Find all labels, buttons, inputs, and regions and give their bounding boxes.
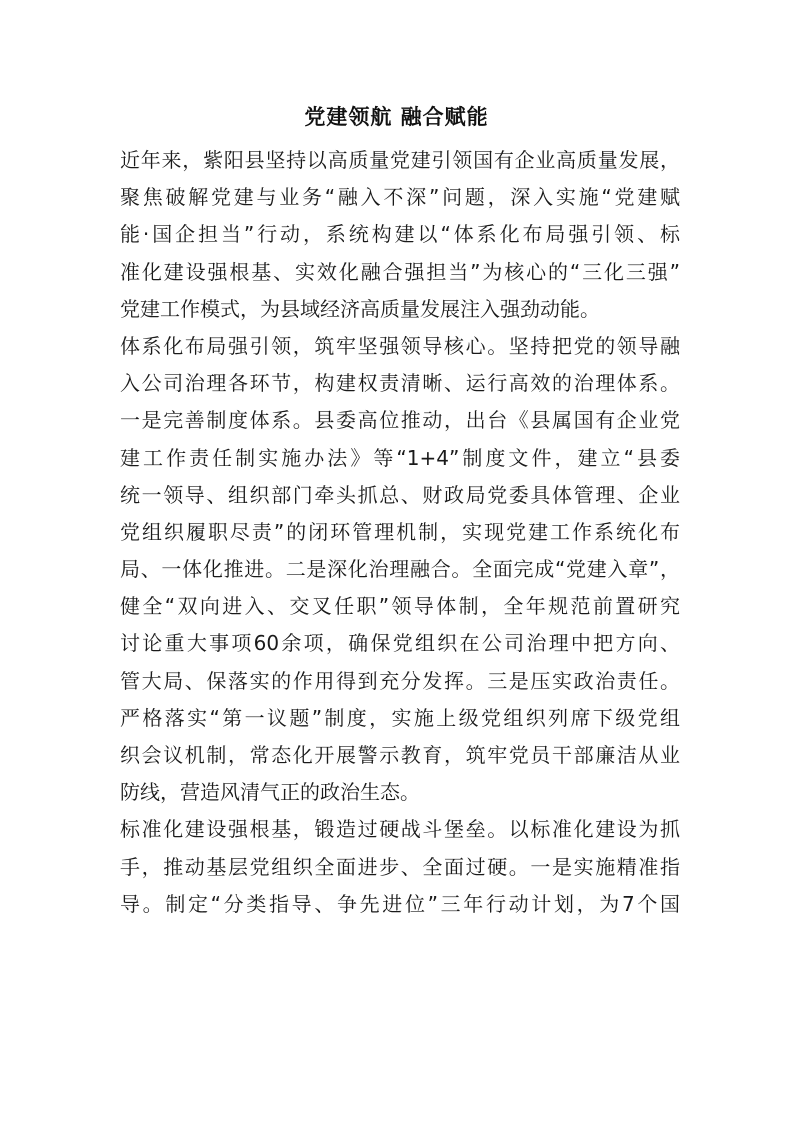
text-line: 体系化布局强引领，筑牢坚强领导核心。坚持把党的领导融 — [120, 333, 680, 358]
text-line: 统一领导、组织部门牵头抓总、财政局党委具体管理、企业 — [120, 482, 680, 507]
text-line: 标准化建设强根基，锻造过硬战斗堡垒。以标准化建设为抓 — [120, 817, 680, 842]
text-line: 能·国企担当”行动，系统构建以“体系化布局强引领、标 — [120, 222, 680, 247]
text-line: 准化建设强根基、实效化融合强担当”为核心的“三化三强” — [120, 259, 680, 284]
text-line: 入公司治理各环节，构建权责清晰、运行高效的治理体系。 — [120, 371, 680, 396]
text-line: 导。制定“分类指导、争先进位”三年行动计划，为7个国 — [120, 891, 680, 916]
document-title: 党建领航 融合赋能 — [304, 105, 489, 129]
document-body — [120, 142, 680, 923]
text-line: 一是完善制度体系。县委高位推动，出台《县属国有企业党 — [120, 408, 680, 433]
text-line: 党建工作模式，为县域经济高质量发展注入强劲动能。 — [120, 296, 600, 321]
text-line: 严格落实“第一议题”制度，实施上级党组织列席下级党组 — [120, 705, 680, 730]
text-line: 局、一体化推进。二是深化治理融合。全面完成“党建入章”， — [120, 557, 680, 582]
text-line: 健全“双向进入、交叉任职”领导体制，全年规范前置研究 — [120, 594, 680, 619]
text-line: 讨论重大事项60余项，确保党组织在公司治理中把方向、 — [120, 631, 680, 656]
text-line: 管大局、保落实的作用得到充分发挥。三是压实政治责任。 — [120, 668, 680, 693]
text-line: 织会议机制，常态化开展警示教育，筑牢党员干部廉洁从业 — [120, 743, 680, 767]
text-line: 建工作责任制实施办法》等“1+4”制度文件，建立“县委 — [120, 445, 680, 470]
text-line: 党组织履职尽责”的闭环管理机制，实现党建工作系统化布 — [120, 519, 680, 544]
text-line: 手，推动基层党组织全面进步、全面过硬。一是实施精准指 — [120, 854, 680, 879]
text-line: 防线，营造风清气正的政治生态。 — [120, 780, 420, 805]
text-line: 近年来，紫阳县坚持以高质量党建引领国有企业高质量发展， — [120, 148, 680, 172]
text-line: 聚焦破解党建与业务“融入不深”问题，深入实施“党建赋 — [120, 185, 680, 210]
